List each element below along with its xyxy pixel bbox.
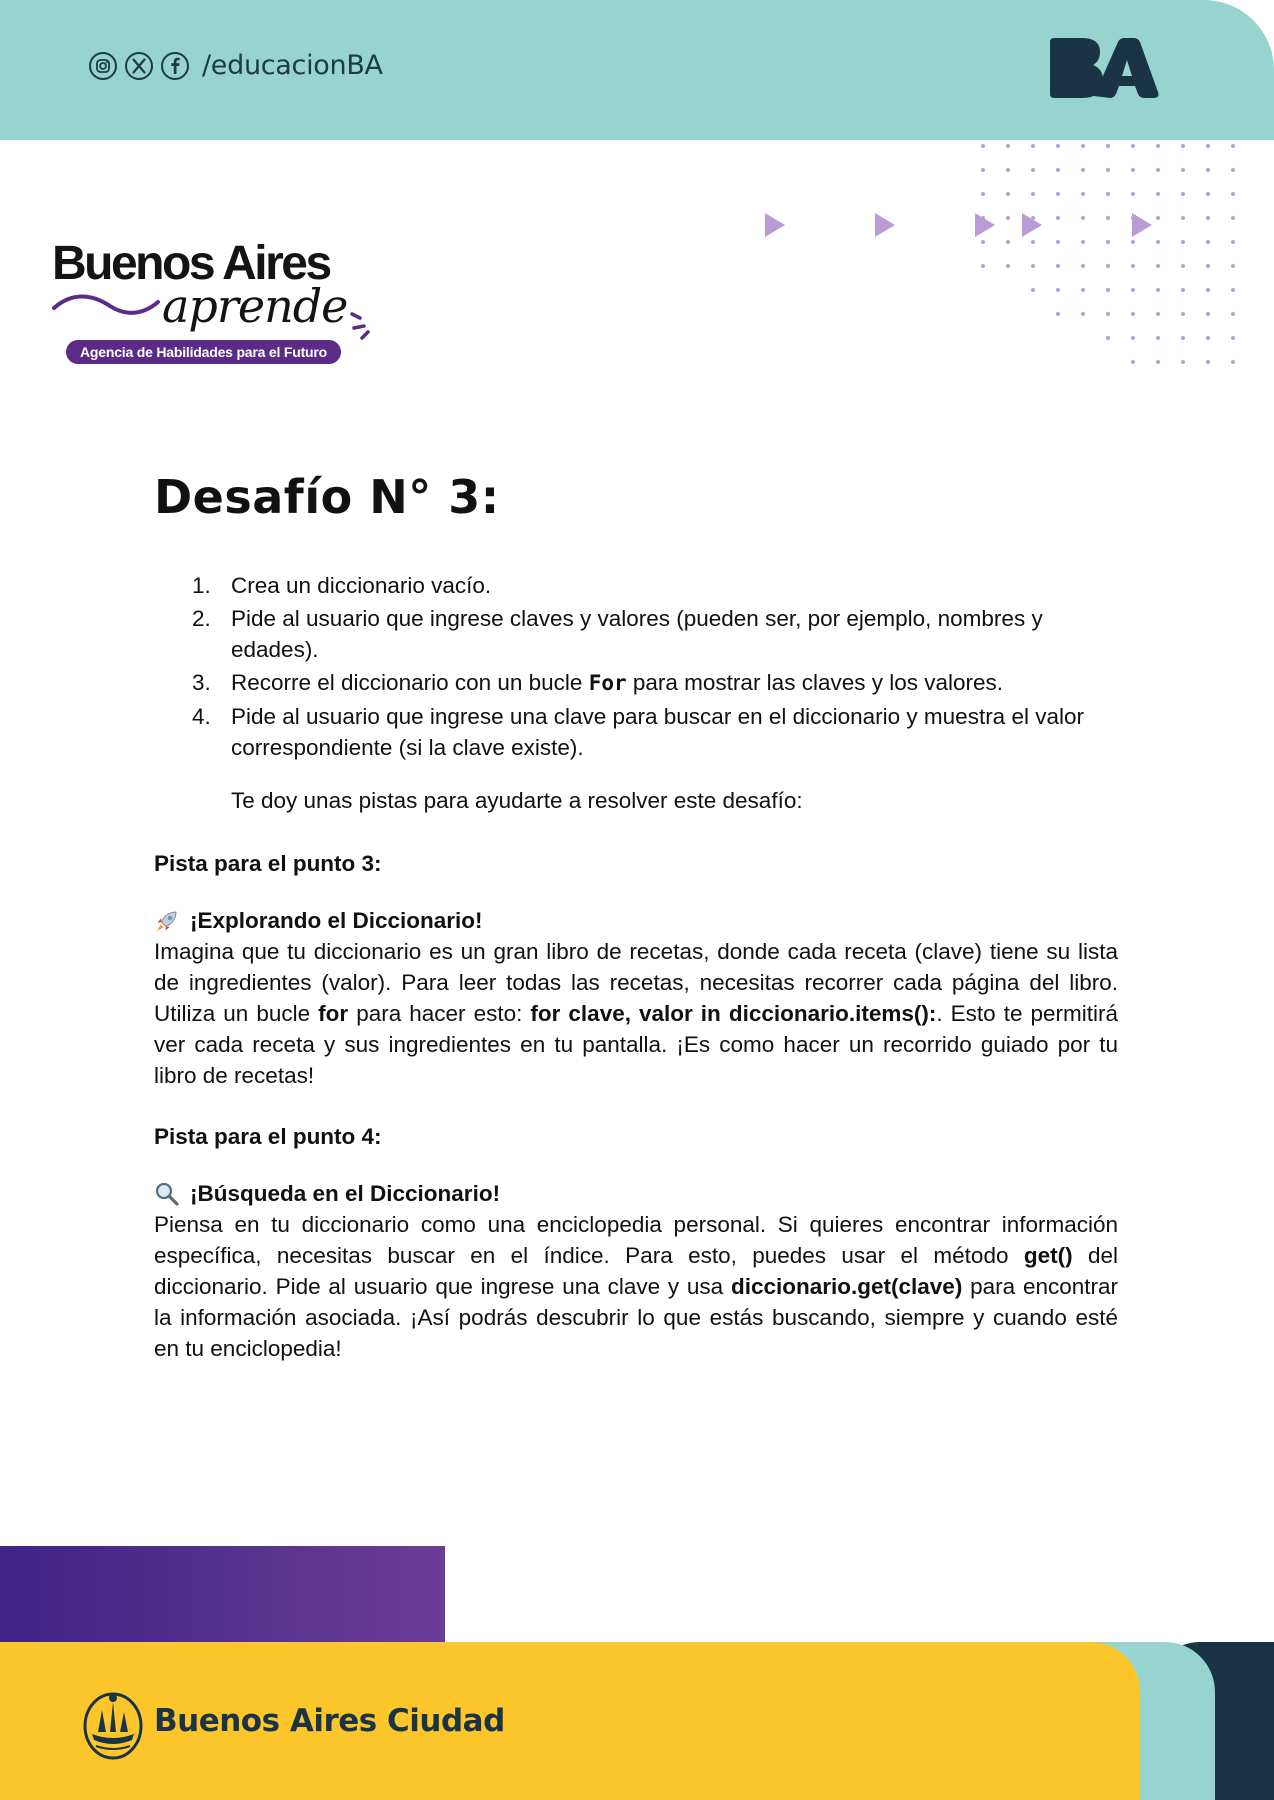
challenge-steps: [154, 570, 1114, 765]
decor-dot: [1131, 288, 1135, 292]
decor-dot: [1231, 144, 1235, 148]
hint-subheading: [154, 905, 1118, 936]
step-text: Pide al usuario que ingrese una clave para buscar en el diccionario y muestra el valor correspondiente (si la clave existe).: [231, 704, 1084, 760]
decor-dot: [1106, 144, 1110, 148]
decor-dot: [1206, 360, 1210, 364]
decor-dot: [1231, 168, 1235, 172]
decor-dot: [1231, 240, 1235, 244]
decor-dot: [1181, 264, 1185, 268]
decor-dot: [1031, 144, 1035, 148]
decor-dot: [1131, 168, 1135, 172]
decor-dot: [1106, 168, 1110, 172]
decor-dot: [1131, 360, 1135, 364]
step-text: Crea un diccionario vacío.: [231, 573, 492, 598]
decor-dot: [1156, 360, 1160, 364]
decor-dot: [1156, 312, 1160, 316]
spark-icon: [348, 306, 384, 342]
step-number: 3.: [192, 670, 211, 695]
decor-dot: [1131, 336, 1135, 340]
decor-dot: [1206, 336, 1210, 340]
decor-dot: [1231, 216, 1235, 220]
decor-dot: [981, 192, 985, 196]
decor-dot: [981, 168, 985, 172]
decor-dot: [1106, 192, 1110, 196]
decor-dot: [1056, 144, 1060, 148]
decor-dot: [1181, 240, 1185, 244]
x-icon[interactable]: [124, 51, 154, 81]
decor-dot: [1031, 168, 1035, 172]
hint-text: Piensa en tu diccionario como una enciclopedia personal. Si quieres encontrar información específica, necesitas buscar en el índice. Para esto, puedes usar el método: [154, 1212, 1118, 1268]
decor-dot: [1056, 312, 1060, 316]
decor-dot: [1181, 288, 1185, 292]
decor-dot: [1206, 192, 1210, 196]
decor-dot: [1081, 288, 1085, 292]
social-handle[interactable]: /educacionBA: [202, 50, 383, 81]
page-title: Desafío N° 3:: [154, 470, 500, 524]
hint-text: para hacer esto:: [348, 1001, 531, 1026]
hint-subheading-text: ¡Explorando el Diccionario!: [190, 908, 483, 933]
hint-section-3: [154, 848, 1118, 1091]
decor-dot: [1231, 312, 1235, 316]
decor-dot: [1131, 264, 1135, 268]
decor-dot: [981, 144, 985, 148]
city-name: Buenos Aires Ciudad: [154, 1703, 505, 1739]
hint-heading: Pista para el punto 4:: [154, 1124, 382, 1149]
decor-dot: [1156, 192, 1160, 196]
hint-subheading-text: ¡Búsqueda en el Diccionario!: [190, 1181, 501, 1206]
decor-dot: [1181, 192, 1185, 196]
decor-dot: [1181, 216, 1185, 220]
decor-dot: [1231, 336, 1235, 340]
hint-body: [154, 1209, 1118, 1364]
decor-dot: [1231, 192, 1235, 196]
list-item: [154, 701, 1114, 763]
decor-dot: [1081, 312, 1085, 316]
hint-text: . Esto te permitirá ver cada receta y sus ingredientes en tu pantalla. ¡Es como hacer un recorrido guiado por tu libro de recetas!: [154, 1001, 1118, 1088]
decor-dot: [1181, 144, 1185, 148]
decor-dot: [1056, 288, 1060, 292]
hint-keyword: for: [318, 1001, 349, 1026]
hint-subheading: [154, 1178, 1118, 1209]
step-number: 4.: [192, 704, 211, 729]
wave-icon: [52, 290, 162, 320]
decor-dot: [1156, 144, 1160, 148]
list-item: [154, 667, 1114, 699]
decor-dot: [1131, 144, 1135, 148]
step-text: Recorre el diccionario con un bucle: [231, 670, 589, 695]
decor-dot: [981, 264, 985, 268]
dot-pattern: [975, 138, 1265, 378]
purple-decor-bar: [0, 1546, 445, 1646]
decor-dot: [1006, 168, 1010, 172]
hint-code: for clave, valor in diccionario.items():: [530, 1001, 937, 1026]
decor-dot: [1106, 312, 1110, 316]
hint-text: Imagina que tu diccionario es un gran libro de recetas, donde cada receta (clave) tiene su lista de ingredientes (valor). Para leer todas las recetas, necesitas recorrer cada página del libro. Utiliza un bucle: [154, 939, 1118, 1026]
decor-dot: [1031, 264, 1035, 268]
decor-dot: [1206, 240, 1210, 244]
hint-heading: Pista para el punto 3:: [154, 851, 382, 876]
brand-tagline: Agencia de Habilidades para el Futuro: [66, 340, 341, 364]
decor-dot: [1031, 288, 1035, 292]
decor-dot: [1081, 168, 1085, 172]
ba-logo: [1048, 36, 1160, 100]
decor-dot: [1006, 192, 1010, 196]
magnifier-icon: [154, 1181, 180, 1207]
facebook-icon[interactable]: [160, 51, 190, 81]
decor-dot: [1181, 360, 1185, 364]
rocket-icon: [154, 908, 180, 934]
decor-dot: [1206, 168, 1210, 172]
decor-dot: [1206, 288, 1210, 292]
decor-dot: [1056, 264, 1060, 268]
social-links: [88, 50, 383, 81]
decor-dot: [1206, 216, 1210, 220]
decor-dot: [1156, 264, 1160, 268]
buenos-aires-aprende-logo: [52, 237, 392, 370]
step-text: Pide al usuario que ingrese claves y valores (pueden ser, por ejemplo, nombres y edades).: [231, 606, 1043, 662]
decor-dot: [1231, 360, 1235, 364]
decor-dot: [1081, 192, 1085, 196]
brand-script: aprende: [162, 279, 348, 333]
decor-dot: [1181, 312, 1185, 316]
decor-dot: [1231, 264, 1235, 268]
decor-dot: [1231, 288, 1235, 292]
decor-dot: [1156, 168, 1160, 172]
step-text: para mostrar las claves y los valores.: [626, 670, 1004, 695]
decor-dot: [1056, 192, 1060, 196]
decor-dot: [1081, 264, 1085, 268]
hint-intro: Te doy unas pistas para ayudarte a resolver este desafío:: [231, 788, 803, 813]
decor-dot: [1106, 264, 1110, 268]
step-number: 1.: [192, 573, 211, 598]
decor-dot: [1156, 336, 1160, 340]
decor-dot: [1106, 336, 1110, 340]
decor-dot: [1006, 144, 1010, 148]
decor-dot: [1131, 192, 1135, 196]
decor-dot: [1006, 264, 1010, 268]
decor-dot: [1181, 168, 1185, 172]
decor-dot: [1131, 312, 1135, 316]
hint-section-4: [154, 1121, 1118, 1364]
list-item: [154, 570, 1114, 601]
step-code: For: [588, 671, 627, 695]
hint-text: para encontrar la información asociada. ¡Así podrás descubrir lo que estás buscando, siempre y cuando esté en tu enciclopedia!: [154, 1274, 1118, 1361]
header-band: [0, 0, 1274, 140]
brand-title: Buenos Aires: [52, 237, 330, 290]
decor-dot: [1106, 288, 1110, 292]
city-crest-icon: [82, 1688, 144, 1760]
hint-code: diccionario.get(clave): [731, 1274, 963, 1299]
instagram-icon[interactable]: [88, 51, 118, 81]
decor-dot: [1181, 336, 1185, 340]
decor-dot: [1156, 288, 1160, 292]
hint-text: del diccionario. Pide al usuario que ingrese una clave y usa: [154, 1243, 1118, 1299]
decor-dot: [1206, 144, 1210, 148]
list-item: [154, 603, 1114, 665]
arrow-decoration: [760, 205, 1160, 245]
decor-dot: [1206, 312, 1210, 316]
decor-dot: [1206, 264, 1210, 268]
hint-body: [154, 936, 1118, 1091]
hint-keyword: get(): [1023, 1243, 1073, 1268]
decor-dot: [1056, 168, 1060, 172]
decor-dot: [1031, 192, 1035, 196]
step-number: 2.: [192, 606, 211, 631]
decor-dot: [1081, 144, 1085, 148]
